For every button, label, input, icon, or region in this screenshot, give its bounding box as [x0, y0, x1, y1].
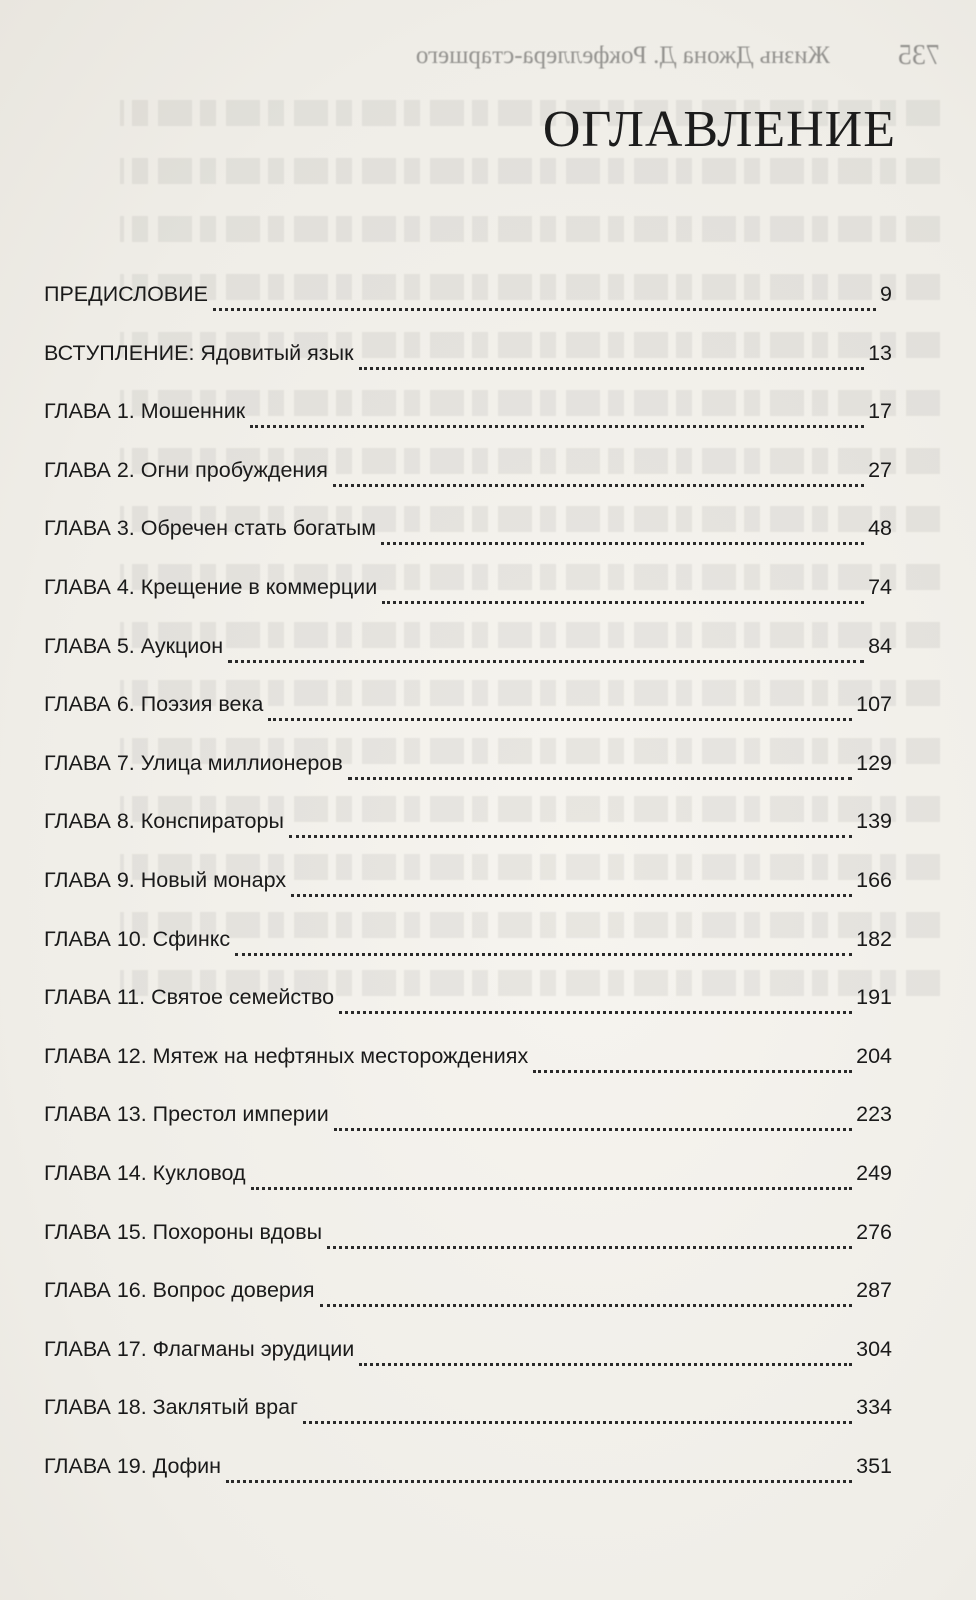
toc-entry-page-number: 13 [868, 340, 892, 365]
toc-entry [44, 751, 892, 810]
toc-entry [44, 1395, 892, 1454]
dot-leader [213, 286, 876, 311]
toc-entry [44, 692, 892, 751]
toc-entry-page-number: 351 [856, 1453, 892, 1478]
dot-leader [250, 403, 864, 428]
dot-leader [320, 1282, 853, 1307]
toc-entry-title: ГЛАВА 2. Огни пробуждения [44, 457, 328, 482]
toc-entry-title: ПРЕДИСЛОВИЕ [44, 282, 208, 306]
toc-entry-page-number: 204 [856, 1043, 892, 1068]
dot-leader [339, 989, 852, 1014]
toc-entry [44, 1044, 892, 1103]
toc-entry-title: ВСТУПЛЕНИЕ: Ядовитый язык [44, 340, 354, 365]
toc-entry [44, 985, 892, 1044]
toc-entry [44, 1102, 892, 1161]
toc-entry [44, 575, 892, 634]
toc-entry [44, 809, 892, 868]
toc-entry [44, 341, 892, 400]
toc-entry-page-number: 334 [856, 1395, 892, 1420]
toc-entry-page-number: 139 [856, 809, 892, 834]
toc-entry-title: ГЛАВА 19. Дофин [44, 1453, 222, 1478]
toc-entry-page-number: 27 [868, 457, 892, 482]
dot-leader [359, 1341, 852, 1366]
dot-leader [348, 755, 852, 780]
toc-entry-page-number: 223 [856, 1102, 892, 1127]
toc-entry-title: ГЛАВА 8. Конспираторы [44, 809, 284, 834]
toc-entry-page-number: 166 [856, 867, 892, 892]
toc-entry [44, 516, 892, 575]
toc-entry-title: ГЛАВА 7. Улица миллионеров [44, 750, 343, 775]
dot-leader [291, 872, 852, 897]
bleed-line [120, 216, 940, 242]
toc-list [44, 282, 892, 1512]
dot-leader [226, 1458, 852, 1483]
toc-entry-page-number: 17 [868, 399, 892, 424]
dot-leader [235, 931, 852, 956]
toc-entry-page-number: 9 [880, 282, 892, 306]
dot-leader [251, 1165, 853, 1190]
toc-entry-page-number: 287 [856, 1278, 892, 1303]
toc-entry-page-number: 74 [868, 574, 892, 599]
bleed-line [120, 158, 940, 184]
toc-entry-page-number: 107 [856, 692, 892, 717]
toc-entry [44, 399, 892, 458]
toc-entry-page-number: 129 [856, 750, 892, 775]
toc-entry [44, 1337, 892, 1396]
toc-entry-title: ГЛАВА 6. Поэзия века [44, 692, 264, 717]
dot-leader [533, 1048, 852, 1073]
dot-leader [382, 579, 864, 604]
toc-entry-title: ГЛАВА 18. Заклятый враг [44, 1395, 298, 1420]
toc-entry-title: ГЛАВА 1. Мошенник [44, 399, 246, 424]
toc-entry-title: ГЛАВА 14. Кукловод [44, 1160, 246, 1185]
dot-leader [303, 1399, 852, 1424]
toc-entry-page-number: 182 [856, 926, 892, 951]
toc-entry-page-number: 276 [856, 1219, 892, 1244]
header-page-number: 735 [898, 40, 940, 71]
toc-entry [44, 1454, 892, 1513]
toc-entry-title: ГЛАВА 4. Крещение в коммерции [44, 574, 378, 599]
toc-entry-title: ГЛАВА 11. Святое семейство [44, 985, 335, 1010]
toc-entry [44, 1161, 892, 1220]
dot-leader [228, 638, 864, 663]
toc-entry-title: ГЛАВА 5. Аукцион [44, 633, 224, 658]
dot-leader [268, 696, 852, 721]
toc-entry [44, 927, 892, 986]
toc-entry-title: ГЛАВА 17. Флагманы эрудиции [44, 1336, 355, 1361]
toc-entry [44, 458, 892, 517]
dot-leader [359, 345, 865, 370]
toc-entry-page-number: 249 [856, 1160, 892, 1185]
running-header [40, 40, 940, 80]
toc-entry-page-number: 304 [856, 1336, 892, 1361]
toc-entry-title: ГЛАВА 15. Похороны вдовы [44, 1219, 323, 1244]
toc-entry-title: ГЛАВА 3. Обречен стать богатым [44, 516, 377, 541]
toc-entry-page-number: 84 [868, 633, 892, 658]
dot-leader [333, 462, 864, 487]
toc-entry [44, 1220, 892, 1279]
dot-leader [327, 1224, 852, 1249]
toc-entry [44, 282, 892, 341]
toc-entry [44, 634, 892, 693]
toc-entry [44, 1278, 892, 1337]
toc-entry-title: ГЛАВА 10. Сфинкс [44, 926, 231, 951]
toc-entry-page-number: 48 [868, 516, 892, 541]
dot-leader [289, 813, 852, 838]
toc-entry-title: ГЛАВА 13. Престол империи [44, 1102, 329, 1127]
header-running-title: Жизнь Джона Д. Рокфеллера-старшего [415, 42, 830, 69]
toc-entry-page-number: 191 [856, 985, 892, 1010]
toc-entry-title: ГЛАВА 16. Вопрос доверия [44, 1278, 315, 1303]
toc-entry [44, 868, 892, 927]
toc-heading: ОГЛАВЛЕНИЕ [542, 101, 896, 158]
toc-entry-title: ГЛАВА 9. Новый монарх [44, 867, 287, 892]
dot-leader [334, 1106, 852, 1131]
dot-leader [381, 520, 864, 545]
toc-entry-title: ГЛАВА 12. Мятеж на нефтяных месторождениях [44, 1043, 529, 1068]
